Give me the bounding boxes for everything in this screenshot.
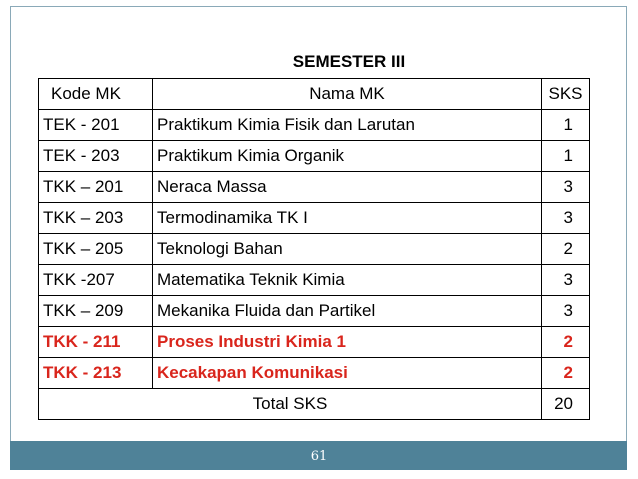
course-code: TEK - 203 — [39, 141, 153, 172]
course-name: Proses Industri Kimia 1 — [153, 327, 542, 358]
total-label: Total SKS — [39, 389, 542, 420]
semester-title: SEMESTER III — [292, 52, 406, 71]
course-code: TKK – 201 — [39, 172, 153, 203]
course-sks: 3 — [542, 265, 590, 296]
course-name: Praktikum Kimia Organik — [153, 141, 542, 172]
course-sks: 1 — [542, 141, 590, 172]
course-name: Kecakapan Komunikasi — [153, 358, 542, 389]
course-table — [38, 78, 590, 420]
course-code: TKK - 213 — [39, 358, 153, 389]
course-sks: 2 — [542, 234, 590, 265]
course-name: Praktikum Kimia Fisik dan Larutan — [153, 110, 542, 141]
table-row — [39, 172, 590, 203]
course-sks: 3 — [542, 203, 590, 234]
course-code: TKK – 205 — [39, 234, 153, 265]
table-row — [39, 234, 590, 265]
course-sks: 2 — [542, 327, 590, 358]
table-row — [39, 141, 590, 172]
course-name: Mekanika Fluida dan Partikel — [153, 296, 542, 327]
total-value: 20 — [542, 389, 590, 420]
table-row — [39, 358, 590, 389]
table-header-row — [39, 79, 590, 110]
course-name: Termodinamika TK I — [153, 203, 542, 234]
header-sks: SKS — [542, 79, 590, 110]
table-row — [39, 327, 590, 358]
course-sks: 2 — [542, 358, 590, 389]
header-name: Nama MK — [153, 79, 542, 110]
course-code: TKK – 203 — [39, 203, 153, 234]
header-code: Kode MK — [39, 79, 153, 110]
course-code: TKK – 209 — [39, 296, 153, 327]
course-name: Matematika Teknik Kimia — [153, 265, 542, 296]
course-sks: 3 — [542, 296, 590, 327]
course-code: TEK - 201 — [39, 110, 153, 141]
course-code: TKK - 211 — [39, 327, 153, 358]
course-sks: 3 — [542, 172, 590, 203]
table-row — [39, 203, 590, 234]
table-row — [39, 110, 590, 141]
table-row — [39, 296, 590, 327]
total-row — [39, 389, 590, 420]
course-name: Teknologi Bahan — [153, 234, 542, 265]
page-number: 61 — [310, 449, 328, 464]
table-row — [39, 265, 590, 296]
course-name: Neraca Massa — [153, 172, 542, 203]
course-sks: 1 — [542, 110, 590, 141]
course-code: TKK -207 — [39, 265, 153, 296]
